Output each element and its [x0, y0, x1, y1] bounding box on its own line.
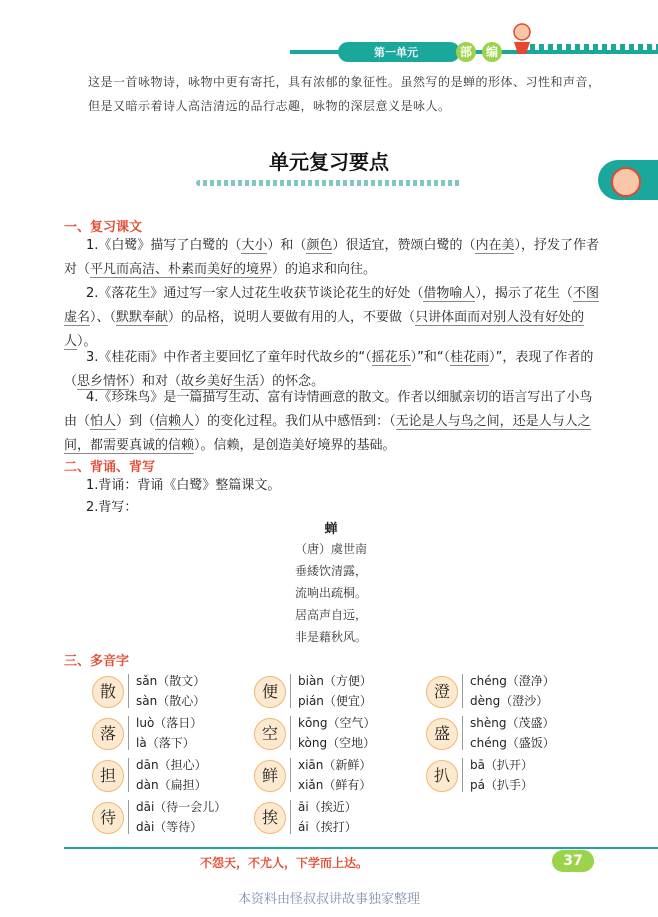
- poem-line: 流响出疏桐。: [294, 586, 367, 600]
- reading-1: āi（挨近）: [298, 800, 357, 814]
- brace-icon: [290, 758, 297, 792]
- brace-icon: [128, 716, 135, 750]
- answer-blank: 颜色: [306, 238, 333, 253]
- answer-blank: 平凡而高洁、朴素而美好的境界: [90, 262, 273, 277]
- brace-icon: [290, 800, 297, 834]
- answer-blank: 内在美: [475, 238, 515, 253]
- review-item-1: 1.《白鹭》描写了白鹭的（大小）和（颜色）很适宜，赞颂白鹭的（内在美），抒发了作者对（平凡而高洁、朴素而美好的境界）的追求和向往。: [64, 238, 599, 277]
- answer-blank: 只讲体面而对别人没有好处的人: [64, 310, 585, 349]
- intro-paragraph: 这是一首咏物诗，咏物中更有寄托，具有浓郁的象征性。虽然写的是蝉的形体、习性和声音，但是又暗示着诗人高洁清远的品行志趣，咏物的深层意义是咏人。: [88, 75, 601, 113]
- brace-icon: [290, 716, 297, 750]
- answer-blank: 思乡情怀: [77, 374, 130, 389]
- answer-blank: 桂花雨: [450, 350, 490, 365]
- brace-icon: [290, 674, 297, 708]
- polyphone-char: 澄: [426, 676, 458, 708]
- polyphone-char: 待: [92, 802, 124, 834]
- review-item-3: 3.《桂花雨》中作者主要回忆了童年时代故乡的“（摇花乐）”和“（桂花雨）”，表现了作者的（思乡情怀）和对（故乡美好生活）的怀念。: [64, 350, 594, 389]
- poem-line: 居高声自远，: [294, 608, 367, 622]
- brace-icon: [128, 758, 135, 792]
- review-item-4: 4.《珍珠鸟》是一篇描写生动、富有诗情画意的散文。作者以细腻亲切的语言写出了小鸟由（怕人）到（信赖人）的变化过程。我们从中感悟到：（无论是人与鸟之间，还是人与人之间，都需要真诚的信赖）。信赖，是创造美好境界的基础。: [64, 390, 593, 453]
- brace-icon: [462, 758, 469, 792]
- polyphone-char: 鲜: [254, 760, 286, 792]
- polyphone-char: 便: [254, 676, 286, 708]
- answer-blank: 无论是人与鸟之间，还是人与人之间，都需要真诚的信赖: [64, 414, 591, 453]
- reading-1: shèng（茂盛）: [470, 716, 555, 730]
- reading-2: ái（挨打）: [298, 820, 357, 834]
- answer-blank: 摇花乐: [371, 350, 411, 365]
- reading-1: bā（扒开）: [470, 758, 533, 772]
- brace-icon: [462, 716, 469, 750]
- reading-2: dài（等待）: [136, 820, 203, 834]
- recite-line-2: 2.背写：: [86, 500, 138, 515]
- reading-1: dān（担心）: [136, 758, 207, 772]
- reading-2: dàn（扁担）: [136, 778, 207, 792]
- polyphone-char: 盛: [426, 718, 458, 750]
- polyphone-char: 扒: [426, 760, 458, 792]
- poem-author: （唐）虞世南: [294, 542, 367, 556]
- reading-1: chéng（澄净）: [470, 674, 555, 688]
- brace-icon: [128, 674, 135, 708]
- polyphone-char: 挨: [254, 802, 286, 834]
- reading-2: là（落下）: [136, 736, 195, 750]
- answer-blank: 借物喻人: [423, 286, 476, 301]
- brace-icon: [462, 674, 469, 708]
- page-title: 单元复习要点: [269, 150, 389, 174]
- answer-blank: 怕人: [90, 414, 117, 429]
- page-number: 37: [552, 850, 594, 872]
- answer-blank: 信赖人: [155, 414, 195, 429]
- answer-blank: 默默奉献: [116, 310, 169, 325]
- reading-2: pá（扒手）: [470, 778, 533, 792]
- reading-2: dèng（澄沙）: [470, 694, 549, 708]
- poem-line: 垂緌饮清露，: [294, 564, 367, 578]
- mascot-icon: [508, 22, 536, 54]
- header-badge-bian: 编: [482, 42, 502, 62]
- reading-2: sàn（散心）: [136, 694, 206, 708]
- reading-1: sǎn（散文）: [136, 674, 206, 688]
- section-heading-polyphones: 三、多音字: [64, 654, 130, 669]
- polyphone-char: 落: [92, 718, 124, 750]
- polyphone-char: 空: [254, 718, 286, 750]
- brace-icon: [128, 800, 135, 834]
- title-underline-decoration: [196, 180, 462, 186]
- reading-1: kōng（空气）: [298, 716, 376, 730]
- reading-2: chéng（盛饭）: [470, 736, 555, 750]
- header-dot-pattern: [530, 44, 658, 54]
- footer-motto: 不怨天，不尤人，下学而上达。: [200, 856, 369, 870]
- answer-blank: 大小: [241, 238, 268, 253]
- reading-1: xiān（新鲜）: [298, 758, 372, 772]
- review-item-2: 2.《落花生》通过写一家人过花生收获节谈论花生的好处（借物喻人），揭示了花生（不图虚名）、（默默奉献）的品格，说明人要做有用的人，不要做（只讲体面而对别人没有好处的人）。: [64, 286, 599, 349]
- recite-line-1: 1.背诵：背诵《白鹭》整篇课文。: [86, 478, 281, 493]
- poem-title: 蝉: [324, 522, 338, 537]
- reading-1: dāi（待一会儿）: [136, 800, 227, 814]
- header-badge-bu: 部: [456, 42, 476, 62]
- answer-blank: 不图虚名: [64, 286, 599, 325]
- reading-2: pián（便宜）: [298, 694, 372, 708]
- poem-line: 非是藉秋风。: [294, 630, 367, 644]
- polyphone-char: 担: [92, 760, 124, 792]
- reading-1: biàn（方便）: [298, 674, 372, 688]
- footer-divider: [64, 847, 658, 849]
- answer-blank: 故乡美好生活: [181, 374, 260, 389]
- reading-1: luò（落日）: [136, 716, 203, 730]
- credit-line: 本资料由怪叔叔讲故事独家整理: [237, 892, 420, 907]
- section-heading-recite: 二、背诵、背写: [64, 460, 156, 475]
- reading-2: xiǎn（鲜有）: [298, 778, 372, 792]
- reading-2: kòng（空地）: [298, 736, 376, 750]
- header-unit-label: 第一单元: [374, 46, 418, 59]
- polyphone-char: 散: [92, 676, 124, 708]
- section-heading-review: 一、复习课文: [64, 220, 143, 235]
